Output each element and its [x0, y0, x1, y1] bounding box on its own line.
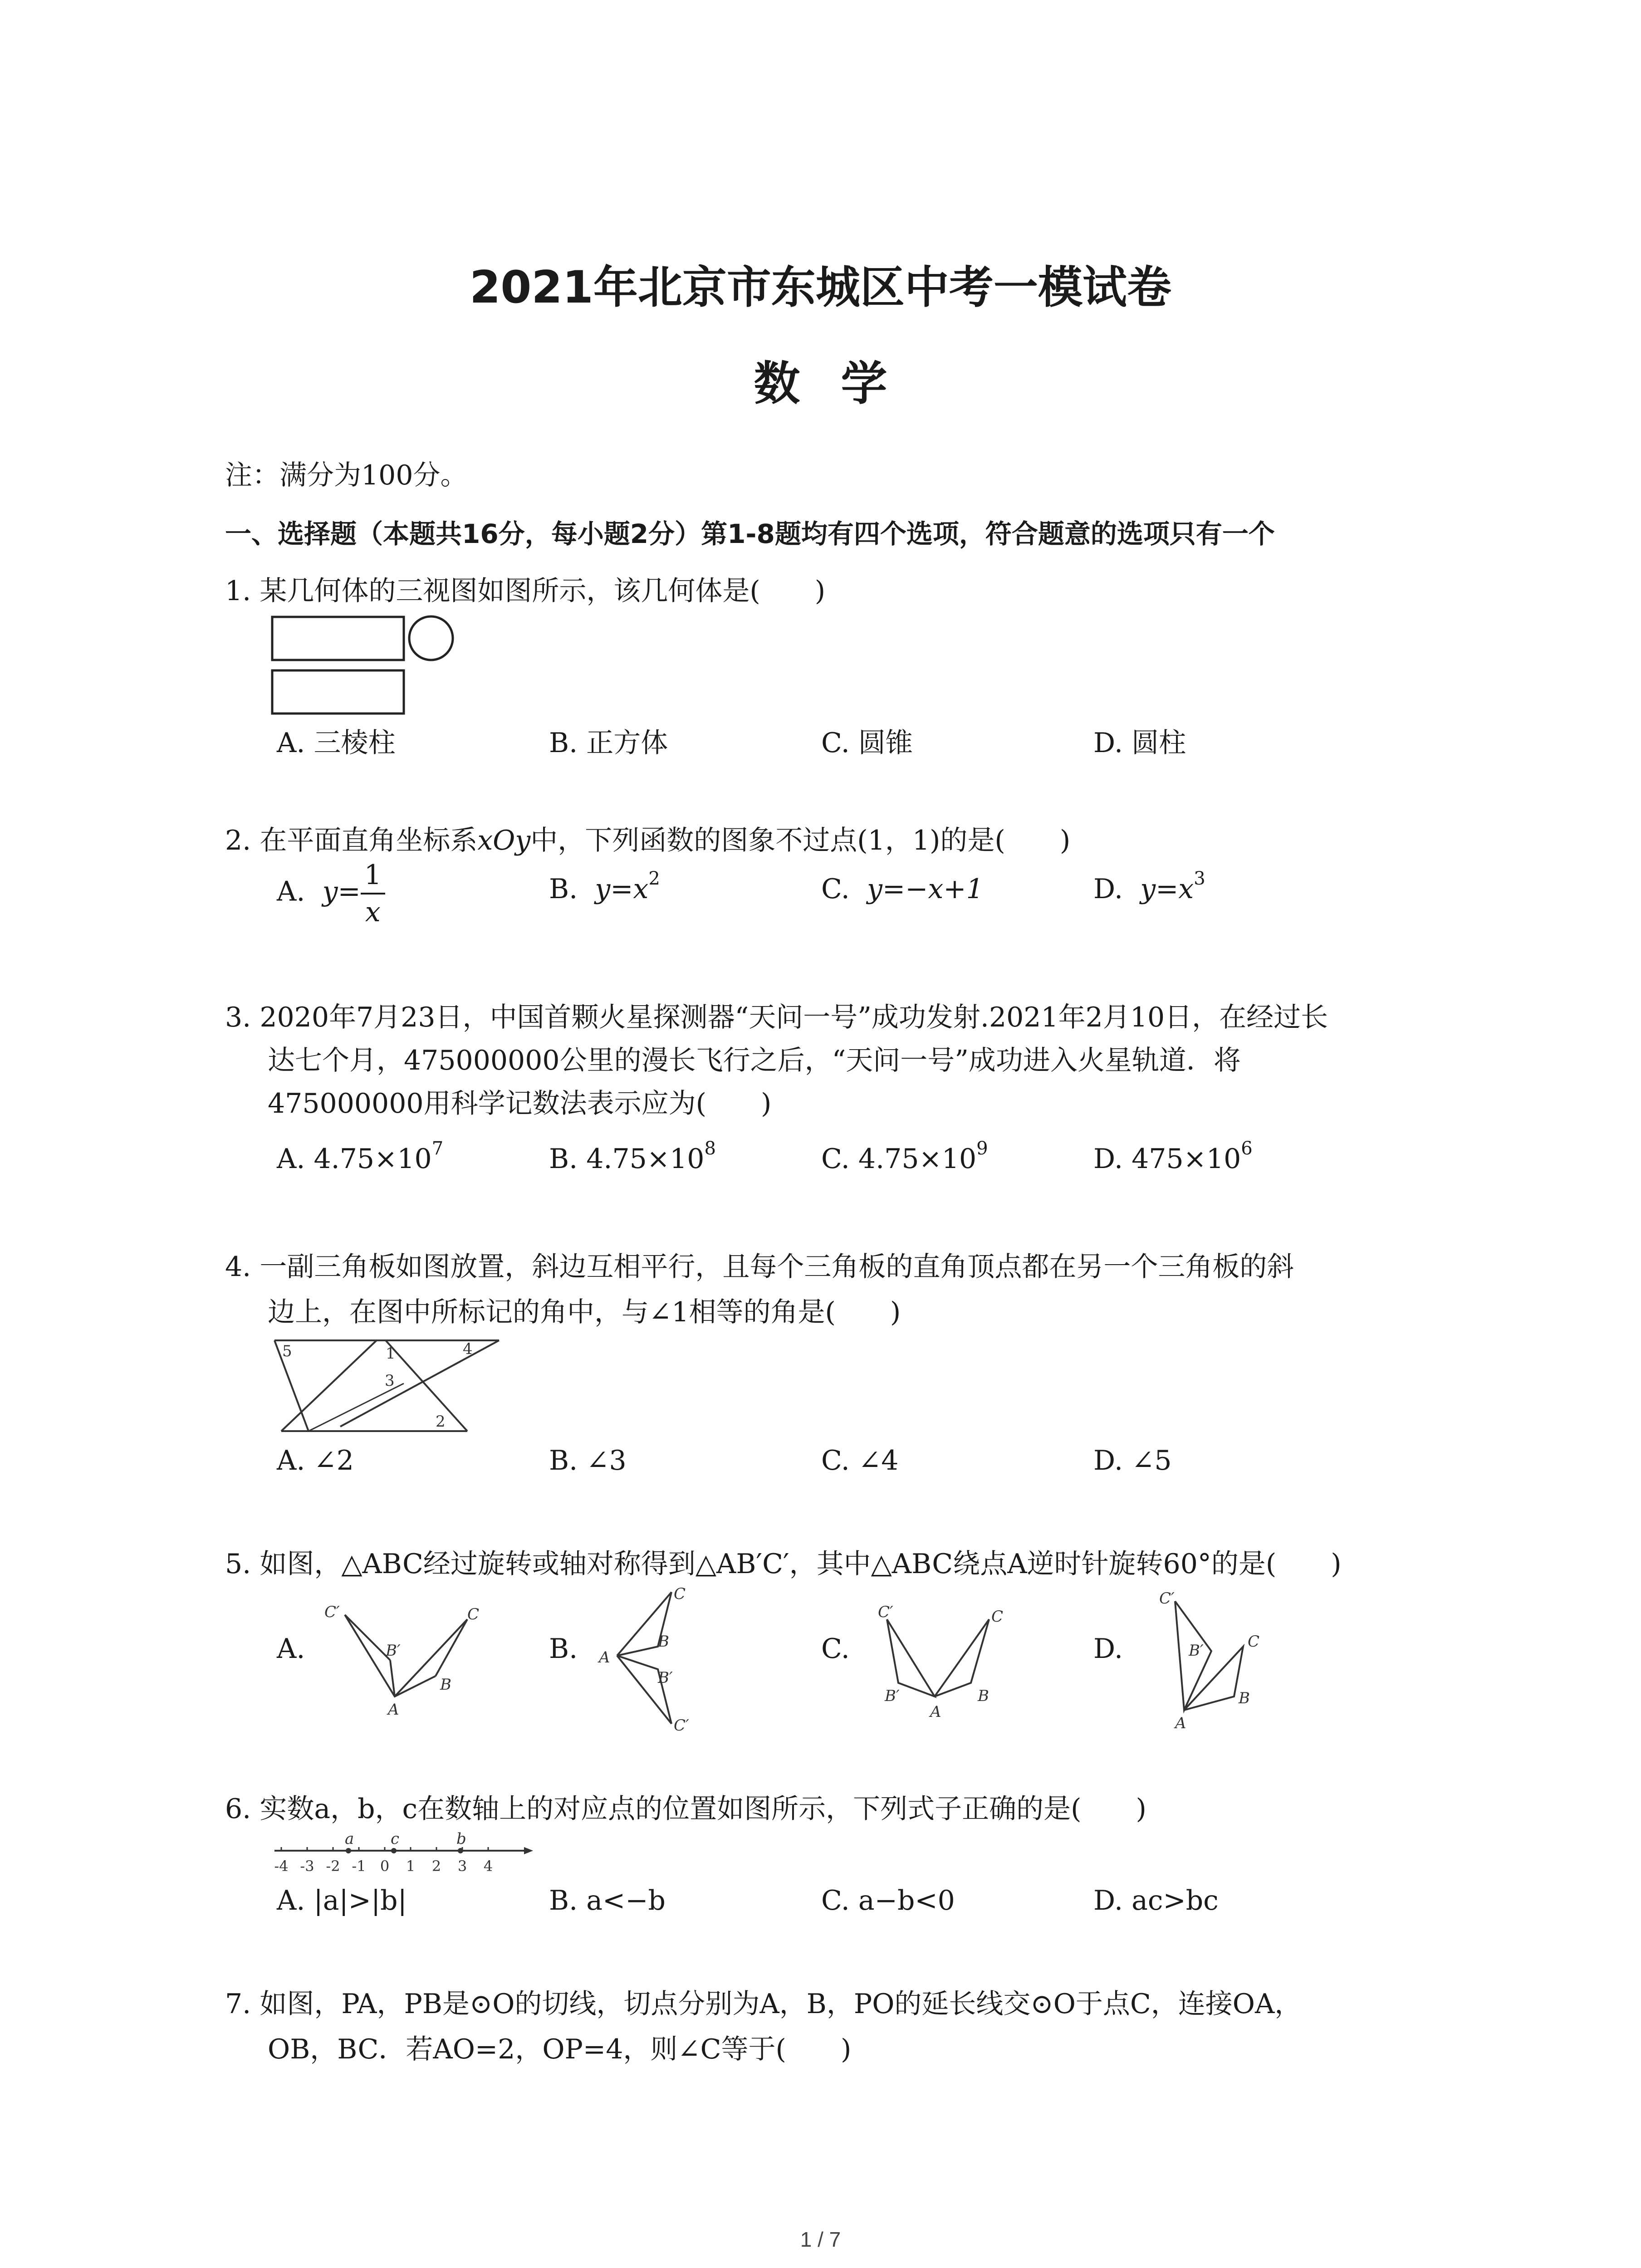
question-4-line-2: 边上，在图中所标记的角中，与∠1相等的角是( ) [268, 1296, 901, 1328]
svg-text:B′: B′ [1189, 1642, 1204, 1660]
svg-text:C′: C′ [1159, 1589, 1175, 1608]
exam-title: 2021年北京市东城区中考一模试卷 [470, 262, 1171, 313]
number-line-figure [272, 1828, 544, 1882]
question-5-stem: 5. 如图，△ABC经过旋转或轴对称得到△AB′C′，其中△ABC绕点A逆时针旋转60°的是( ) [225, 1548, 1342, 1580]
svg-text:A: A [1175, 1714, 1186, 1732]
question-3-line-2: 达七个月，475000000公里的漫长飞行之后，“天问一号”成功进入火星轨道．将 [268, 1045, 1241, 1076]
svg-text:B: B [658, 1633, 669, 1651]
svg-text:C: C [467, 1605, 480, 1623]
question-1-stem: 1. 某几何体的三视图如图所示，该几何体是( ) [225, 575, 826, 607]
front-view [272, 617, 404, 660]
q1-option-c[interactable]: C. 圆锥 [821, 727, 913, 759]
number-line-tick-label: -2 [326, 1857, 340, 1875]
svg-text:C: C [991, 1608, 1004, 1626]
svg-text:C′: C′ [878, 1603, 893, 1621]
number-line-tick-label: 0 [380, 1857, 390, 1875]
q5-figure-d [1143, 1588, 1298, 1733]
q3-option-b[interactable]: B. $4.75\times 10^8$ [549, 1138, 716, 1175]
q2-option-a[interactable]: A. y= $\frac{1}{x}$ [277, 857, 385, 930]
q4-option-b[interactable]: B. ∠3 [549, 1445, 627, 1476]
q3-option-d[interactable]: D. $475\times 10^6$ [1093, 1138, 1253, 1175]
q2-option-b[interactable]: B. $y=x^2$ [549, 868, 660, 905]
svg-text:C′: C′ [674, 1716, 689, 1735]
q4-option-d[interactable]: D. ∠5 [1093, 1445, 1172, 1476]
question-4-line-1: 4. 一副三角板如图放置，斜边互相平行，且每个三角板的直角顶点都在另一个三角板的斜 [225, 1251, 1294, 1283]
q5-figure-b [590, 1585, 726, 1737]
top-view [272, 670, 404, 714]
q3-option-a[interactable]: A. $4.75\times 10^7$ [277, 1138, 444, 1175]
score-note: 注：满分为100分。 [225, 459, 468, 491]
number-line-tick-label: 4 [483, 1857, 493, 1875]
svg-text:C′: C′ [324, 1603, 340, 1621]
three-view-figure [268, 612, 458, 721]
question-3-line-3: 475000000用科学记数法表示应为( ) [268, 1088, 772, 1119]
number-line-tick-label: -3 [300, 1857, 314, 1875]
q6-option-d[interactable]: D. ac>bc [1093, 1885, 1219, 1916]
q1-option-a[interactable]: A. 三棱柱 [277, 727, 396, 759]
svg-text:A: A [599, 1648, 610, 1667]
question-6-stem: 6. 实数a，b，c在数轴上的对应点的位置如图所示，下列式子正确的是( ) [225, 1793, 1146, 1825]
side-view [409, 616, 453, 660]
number-line-tick-label: 2 [431, 1857, 441, 1875]
q2-option-d[interactable]: D. $y=x^3$ [1093, 868, 1205, 905]
number-line-tick-label: -4 [274, 1857, 289, 1875]
q1-option-b[interactable]: B. 正方体 [549, 727, 668, 759]
point-b-label: b [456, 1830, 466, 1848]
angle-label-5: 5 [282, 1342, 292, 1360]
q6-option-b[interactable]: B. a<−b [549, 1885, 666, 1916]
svg-text:B: B [978, 1687, 989, 1705]
subject-title: 数学 [754, 357, 928, 411]
point-a-label: a [345, 1830, 354, 1848]
q6-option-a[interactable]: A. |a|>|b| [277, 1885, 407, 1916]
number-line-tick-label: 3 [457, 1857, 467, 1875]
svg-text:A: A [930, 1703, 941, 1721]
q5-figure-a [318, 1601, 499, 1719]
svg-text:C: C [674, 1585, 686, 1603]
question-2-stem: 2. 在平面直角坐标系xOy中，下列函数的图象不过点(1，1)的是( ) [225, 825, 1071, 856]
number-line-tick-label: -1 [352, 1857, 366, 1875]
q6-option-c[interactable]: C. a−b<0 [821, 1885, 955, 1916]
q1-option-d[interactable]: D. 圆柱 [1093, 727, 1186, 759]
q5-option-c[interactable]: C. [821, 1633, 850, 1665]
q5-option-b[interactable]: B. [549, 1633, 578, 1665]
svg-text:C: C [1248, 1633, 1260, 1651]
question-7-line-2: OB，BC．若AO=2，OP=4，则∠C等于( ) [268, 2033, 852, 2065]
angle-label-3: 3 [385, 1372, 395, 1390]
svg-text:B′: B′ [885, 1687, 900, 1705]
number-line-tick-label: 1 [406, 1857, 416, 1875]
point-c-label: c [391, 1830, 400, 1848]
q4-option-c[interactable]: C. ∠4 [821, 1445, 899, 1476]
q2-option-c[interactable]: C. y=−x+1 [821, 873, 984, 905]
q5-option-d[interactable]: D. [1093, 1633, 1123, 1665]
angle-label-1: 1 [386, 1344, 396, 1363]
svg-text:B: B [1239, 1689, 1250, 1707]
svg-text:B′: B′ [386, 1642, 401, 1660]
question-7-line-1: 7. 如图，PA，PB是⊙O的切线，切点分别为A，B，PO的延长线交⊙O于点C，连接OA， [225, 1988, 1302, 2020]
q5-option-a[interactable]: A. [277, 1633, 305, 1665]
question-3-line-1: 3. 2020年7月23日，中国首颗火星探测器“天问一号”成功发射.2021年2月10日，在经过长 [225, 1002, 1328, 1033]
q3-option-c[interactable]: C. $4.75\times 10^9$ [821, 1138, 988, 1175]
q5-figure-c [862, 1601, 1053, 1719]
section-heading: 一、选择题（本题共16分，每小题2分）第1-8题均有四个选项，符合题意的选项只有一个 [225, 518, 1275, 549]
svg-text:B: B [440, 1676, 451, 1694]
svg-text:B′: B′ [658, 1669, 673, 1687]
angle-label-2: 2 [436, 1413, 446, 1431]
q4-option-a[interactable]: A. ∠2 [277, 1445, 354, 1476]
triangle-boards-figure [272, 1338, 508, 1442]
angle-label-4: 4 [463, 1340, 473, 1358]
svg-text:A: A [388, 1701, 399, 1719]
page-number: 1 / 7 [800, 2228, 841, 2251]
